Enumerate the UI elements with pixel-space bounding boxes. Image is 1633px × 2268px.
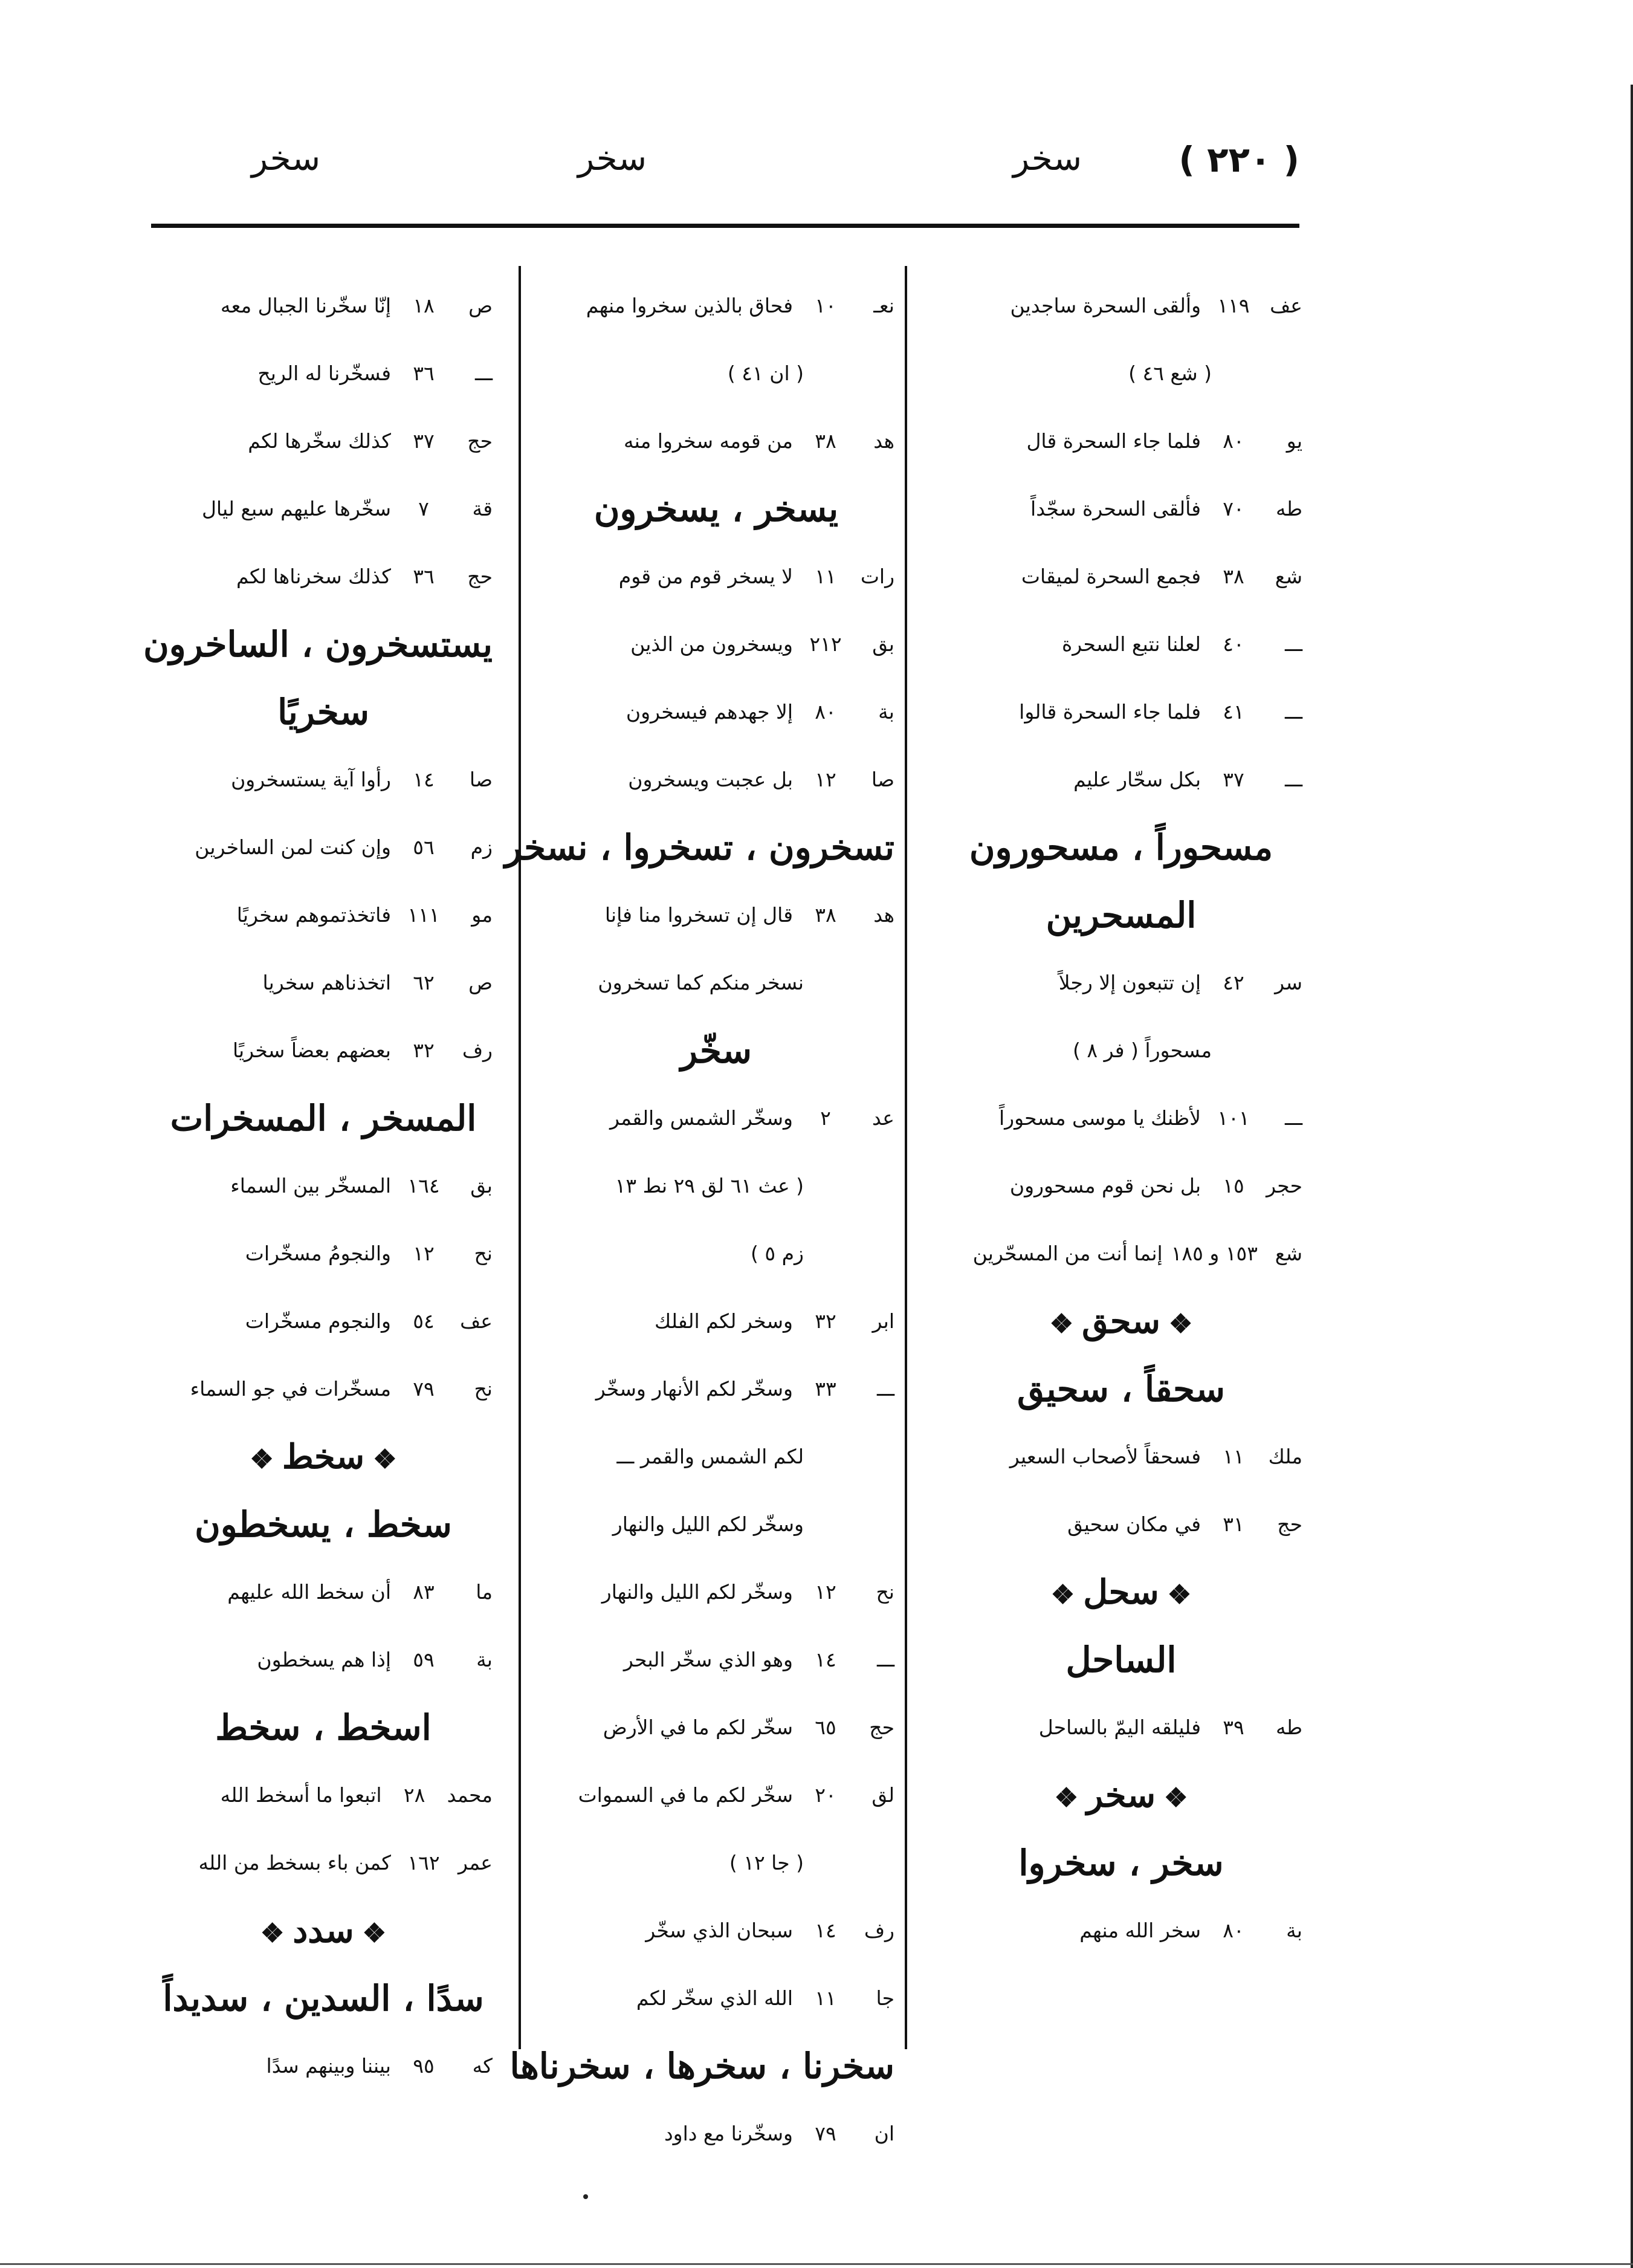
column-2-title: سخر (578, 139, 647, 178)
verse-excerpt: مسخّرات في جو السماء (190, 1377, 391, 1401)
ornament-icon: ❖ (260, 1918, 285, 1949)
verse-excerpt: فلما جاء السحرة قالوا (1019, 700, 1201, 724)
verse-number: ١١٩ (1217, 294, 1250, 317)
verse-excerpt: لعلنا نتبع السحرة (1061, 632, 1201, 656)
ornament-icon: ❖ (1050, 1580, 1075, 1610)
surah-abbrev: ـــ (876, 1648, 894, 1671)
verse-excerpt: إن تتبعون إلا رجلاً (1058, 971, 1201, 994)
index-entry (154, 272, 493, 340)
verse-excerpt: المسخّر بين السماء (230, 1174, 391, 1197)
index-entry (154, 1288, 493, 1355)
surah-abbrev: جا (876, 1986, 894, 2010)
verse-number: ٣٩ (1223, 1716, 1244, 1739)
verse-excerpt: سخر الله منهم (1079, 1919, 1201, 1942)
verse-excerpt: وسخّر لكم الأنهار وسخّر (595, 1377, 793, 1401)
surah-abbrev: ملك (1268, 1445, 1302, 1468)
verse-excerpt: اتخذناهم سخريا (262, 971, 391, 994)
verse-excerpt: كمن باء بسخط من الله (198, 1851, 391, 1874)
surah-abbrev: نح (876, 1580, 894, 1604)
index-entry (940, 611, 1302, 678)
word-form-heading: المسخر ، المسخرات (170, 1098, 477, 1139)
word-form-heading: تسخرون ، تسخروا ، نسخر (505, 827, 894, 868)
index-entry (154, 1626, 493, 1694)
surah-abbrev: رات (860, 565, 894, 588)
index-entry (940, 272, 1302, 340)
word-form-heading: سخّر (680, 1030, 752, 1071)
surah-abbrev: رف (864, 1919, 894, 1942)
surah-abbrev: عد (871, 1106, 894, 1130)
surah-abbrev: مو (471, 903, 493, 927)
surah-abbrev: ص (468, 971, 493, 994)
verse-excerpt: وهو الذي سخّر البحر (623, 1648, 793, 1671)
surah-abbrev: شع (1275, 565, 1302, 588)
verse-number: ٧٩ (413, 1377, 435, 1401)
word-form-heading: اسخط ، سخط (215, 1707, 432, 1748)
surah-abbrev: نح (474, 1242, 493, 1265)
surah-abbrev: حج (467, 565, 493, 588)
ornament-icon: ❖ (1054, 1783, 1079, 1813)
verse-number: ١٢ (413, 1242, 435, 1265)
surah-abbrev: يو (1286, 429, 1302, 453)
verse-number: ٣١ (1223, 1512, 1244, 1536)
word-form-heading: سدًا ، السدين ، سديداً (163, 1978, 484, 2019)
verse-number: ١٥٣ و ١٨٥ (1171, 1242, 1258, 1265)
verse-excerpt: كذلك سخرناها لكم (236, 565, 391, 588)
surah-abbrev: ما (476, 1580, 493, 1604)
surah-abbrev: ـــ (1284, 768, 1302, 791)
surah-abbrev: حج (869, 1716, 894, 1739)
surah-abbrev: زم (470, 835, 493, 859)
index-entry (154, 814, 493, 881)
ornament-icon: ❖ (1163, 1783, 1188, 1813)
verse-number: ٣٦ (413, 361, 435, 385)
verse-number: ٦٢ (413, 971, 435, 994)
surah-abbrev: كه (472, 2054, 493, 2078)
verse-excerpt: وسخر لكم الفلك (655, 1309, 793, 1333)
word-form-heading: المسحرين (1046, 895, 1197, 936)
verse-excerpt: اتبعوا ما أسخط الله (220, 1783, 382, 1807)
surah-abbrev: حجر (1266, 1174, 1302, 1197)
entry-continuation: ( جا ١٢ ) (729, 1851, 804, 1874)
verse-number: ٣٨ (1223, 565, 1244, 588)
surah-abbrev: صا (469, 768, 493, 791)
entry-continuation: ( عث ٦١ لق ٢٩ نط ١٣ (615, 1174, 804, 1197)
surah-abbrev: سر (1275, 971, 1302, 994)
verse-excerpt: فحاق بالذين سخروا منهم (586, 294, 793, 317)
verse-number: ١٢ (815, 768, 836, 791)
verse-excerpt: فلما جاء السحرة قال (1026, 429, 1201, 453)
verse-number: ١٢ (815, 1580, 836, 1604)
index-entry (154, 2032, 493, 2100)
verse-excerpt: إنّا سخّرنا الجبال معه (220, 294, 391, 317)
word-form-heading: سحقاً ، سحيق (1017, 1369, 1226, 1410)
verse-excerpt: فسخّرنا له الريح (257, 361, 391, 385)
index-entry (154, 407, 493, 475)
index-entry (154, 340, 493, 407)
verse-excerpt: سخّر لكم ما في الأرض (603, 1716, 793, 1739)
surah-abbrev: حج (467, 429, 493, 453)
verse-excerpt: وإن كنت لمن الساخرين (195, 835, 391, 859)
surah-abbrev: ـــ (1284, 700, 1302, 724)
verse-excerpt: والنجوم مسخّرات (245, 1309, 391, 1333)
index-entry (538, 678, 894, 746)
word-form-heading: سخرنا ، سخرها ، سخرناها (509, 2046, 894, 2087)
verse-number: ١١ (815, 565, 836, 588)
word-form-heading: يسخر ، يسخرون (593, 488, 839, 530)
index-entry (154, 1220, 493, 1288)
verse-number: ١١ (815, 1986, 836, 2010)
index-entry (154, 475, 493, 543)
word-form-heading: سخط ، يسخطون (195, 1504, 452, 1545)
verse-excerpt: والنجومُ مسخّرات (245, 1242, 391, 1265)
verse-excerpt: إلا جهدهم فيسخرون (626, 700, 793, 724)
stray-dot (583, 2194, 588, 2199)
index-entry (538, 2100, 894, 2168)
root-heading (940, 1288, 1302, 1355)
index-entry (940, 1152, 1302, 1220)
verse-number: ١٠ (815, 294, 836, 317)
ornament-icon: ❖ (1168, 1309, 1193, 1340)
index-entry (538, 746, 894, 814)
surah-abbrev: نعـ (873, 294, 894, 317)
surah-abbrev: بة (1286, 1919, 1302, 1942)
surah-abbrev: بة (878, 700, 894, 724)
index-entry (940, 407, 1302, 475)
entry-continuation: زم ٥ ) (751, 1242, 804, 1265)
index-entry (940, 543, 1302, 611)
surah-abbrev: عف (460, 1309, 493, 1333)
verse-number: ٨٠ (1223, 1919, 1244, 1942)
surah-abbrev: ص (468, 294, 493, 317)
index-entry (940, 1897, 1302, 1965)
verse-excerpt: فاتخذتموهم سخريًا (236, 903, 391, 927)
surah-abbrev: ـــ (474, 361, 493, 385)
column-3-title: سخر (251, 139, 320, 178)
entry-continuation: نسخر منكم كما تسخرون (598, 971, 804, 994)
verse-number: ٣٦ (413, 565, 435, 588)
index-entry (154, 1355, 493, 1423)
surah-abbrev: قة (472, 497, 493, 520)
index-entry (538, 881, 894, 949)
verse-number: ٤٢ (1223, 971, 1244, 994)
surah-abbrev: بق (872, 632, 894, 656)
verse-excerpt: في مكان سحيق (1067, 1512, 1201, 1536)
verse-excerpt: بل نحن قوم مسحورون (1009, 1174, 1201, 1197)
root-heading (154, 1423, 493, 1491)
root-word: سدد (293, 1911, 354, 1951)
verse-excerpt: لأظنك يا موسى مسحوراً (998, 1106, 1201, 1130)
page-number: ( ٢٢٠ ) (1179, 139, 1299, 180)
page-edge-right (1631, 85, 1633, 2268)
root-word: سخط (282, 1437, 365, 1477)
verse-number: ٣٧ (413, 429, 435, 453)
verse-number: ١١١ (407, 903, 440, 927)
column-1-title: سخر (1013, 139, 1082, 178)
verse-number: ١٠١ (1217, 1106, 1250, 1130)
verse-number: ٢٠ (815, 1783, 836, 1807)
verse-number: ٣٧ (1223, 768, 1244, 791)
verse-number: ٣٢ (413, 1038, 435, 1062)
index-entry (940, 1084, 1302, 1152)
surah-abbrev: رف (462, 1038, 493, 1062)
column-right (940, 272, 1302, 1965)
verse-number: ١٤ (815, 1648, 836, 1671)
surah-abbrev: طه (1276, 1716, 1302, 1739)
entry-continuation: لكم الشمس والقمر ـــ (616, 1445, 804, 1468)
index-entry (538, 1626, 894, 1694)
verse-number: ٣٨ (815, 429, 836, 453)
verse-excerpt: فسحقاً لأصحاب السعير (1009, 1445, 1201, 1468)
root-word: سحق (1082, 1301, 1160, 1341)
index-entry (940, 1491, 1302, 1558)
index-entry (538, 407, 894, 475)
verse-excerpt: سبحان الذي سخّر (645, 1919, 793, 1942)
entry-continuation: وسخّر لكم الليل والنهار (612, 1512, 804, 1536)
verse-number: ٧٩ (815, 2122, 836, 2145)
verse-number: ١٨ (413, 294, 435, 317)
column-divider-left (519, 266, 521, 2049)
verse-number: ١٦٢ (407, 1851, 440, 1874)
surah-abbrev: ابر (872, 1309, 894, 1333)
index-entry (154, 1829, 493, 1897)
verse-excerpt: فجمع السحرة لميقات (1021, 565, 1201, 588)
verse-number: ٥٦ (413, 835, 435, 859)
index-entry (940, 1220, 1302, 1288)
index-entry (940, 1423, 1302, 1491)
index-entry (940, 475, 1302, 543)
index-entry (940, 949, 1302, 1017)
index-entry (538, 1288, 894, 1355)
word-form-heading: سخر ، سخروا (1018, 1842, 1224, 1884)
word-form-heading: مسحوراً ، مسحورون (969, 827, 1273, 868)
root-heading (940, 1558, 1302, 1626)
verse-excerpt: إنما أنت من المسحّرين (972, 1242, 1163, 1265)
index-entry (538, 1558, 894, 1626)
surah-abbrev: حج (1277, 1512, 1302, 1536)
surah-abbrev: نح (474, 1377, 493, 1401)
surah-abbrev: شع (1275, 1242, 1302, 1265)
index-entry (538, 272, 894, 340)
surah-abbrev: طه (1276, 497, 1302, 520)
verse-excerpt: وسخّر لكم الليل والنهار (601, 1580, 793, 1604)
verse-excerpt: ويسخرون من الذين (630, 632, 793, 656)
ornament-icon: ❖ (250, 1444, 274, 1475)
verse-number: ٣٣ (815, 1377, 836, 1401)
verse-number: ١٥ (1223, 1174, 1244, 1197)
index-entry (154, 1761, 493, 1829)
surah-abbrev: محمد (447, 1783, 493, 1807)
ornament-icon: ❖ (1167, 1580, 1192, 1610)
index-entry (154, 746, 493, 814)
ornament-icon: ❖ (1049, 1309, 1074, 1340)
verse-excerpt: فألقى السحرة سجّداً (1030, 497, 1201, 520)
index-entry (154, 1558, 493, 1626)
verse-number: ٤٠ (1223, 632, 1244, 656)
root-heading (154, 1897, 493, 1965)
column-middle (505, 272, 894, 2168)
index-entry (154, 1152, 493, 1220)
surah-abbrev: ان (874, 2122, 894, 2145)
index-entry (538, 1965, 894, 2032)
surah-abbrev: هد (873, 429, 894, 453)
verse-number: ٢٨ (403, 1783, 425, 1807)
verse-number: ١٦٤ (407, 1174, 440, 1197)
index-entry (940, 1694, 1302, 1761)
surah-abbrev: عف (1270, 294, 1302, 317)
verse-excerpt: سخّر لكم ما في السموات (578, 1783, 793, 1807)
verse-excerpt: بل عجبت ويسخرون (628, 768, 793, 791)
verse-number: ١٤ (815, 1919, 836, 1942)
entry-continuation: ( شع ٤٦ ) (1128, 361, 1212, 385)
surah-abbrev: ـــ (876, 1377, 894, 1401)
verse-excerpt: كذلك سخّرها لكم (248, 429, 391, 453)
surah-abbrev: ـــ (1284, 632, 1302, 656)
verse-excerpt: وسخّرنا مع داود (664, 2122, 793, 2145)
surah-abbrev: ـــ (1284, 1106, 1302, 1130)
root-word: سخر (1087, 1775, 1156, 1815)
verse-number: ٤١ (1223, 700, 1244, 724)
verse-number: ٢١٢ (809, 632, 842, 656)
index-entry (538, 543, 894, 611)
root-heading (940, 1761, 1302, 1829)
verse-excerpt: بكل سحّار عليم (1073, 768, 1201, 791)
verse-number: ٨٠ (1223, 429, 1244, 453)
verse-excerpt: رأوا آية يستسخرون (231, 768, 391, 791)
verse-number: ٥٤ (413, 1309, 435, 1333)
index-entry (154, 949, 493, 1017)
ornament-icon: ❖ (373, 1444, 397, 1475)
verse-number: ١٤ (413, 768, 435, 791)
index-entry (538, 1084, 894, 1152)
word-form-heading: يستسخرون ، الساخرون (143, 624, 493, 665)
verse-number: ١١ (1223, 1445, 1244, 1468)
verse-excerpt: أن سخط الله عليهم (227, 1580, 391, 1604)
verse-number: ٨٠ (815, 700, 836, 724)
column-divider-right (905, 266, 907, 2049)
entry-continuation: ( ان ٤١ ) (727, 361, 804, 385)
verse-number: ٥٩ (413, 1648, 435, 1671)
verse-number: ٣٨ (815, 903, 836, 927)
verse-number: ٦٥ (815, 1716, 836, 1739)
index-entry (538, 1761, 894, 1829)
verse-excerpt: إذا هم يسخطون (257, 1648, 391, 1671)
surah-abbrev: بة (476, 1648, 493, 1671)
surah-abbrev: صا (871, 768, 894, 791)
index-entry (538, 1694, 894, 1761)
verse-excerpt: بعضهم بعضاً سخريًا (232, 1038, 391, 1062)
surah-abbrev: هد (873, 903, 894, 927)
verse-number: ٨٣ (413, 1580, 435, 1604)
root-word: سحل (1083, 1572, 1159, 1612)
index-entry (154, 881, 493, 949)
verse-number: ٧٠ (1223, 497, 1244, 520)
verse-excerpt: سخّرها عليهم سبع ليال (201, 497, 391, 520)
index-entry (940, 746, 1302, 814)
surah-abbrev: عمر (458, 1851, 493, 1874)
verse-excerpt: الله الذي سخّر لكم (636, 1986, 793, 2010)
index-entry (538, 1897, 894, 1965)
surah-abbrev: بق (470, 1174, 493, 1197)
surah-abbrev: لق (871, 1783, 894, 1807)
verse-excerpt: وسخّر الشمس والقمر (609, 1106, 793, 1130)
verse-excerpt: قال إن تسخروا منا فإنا (604, 903, 793, 927)
verse-excerpt: وألقى السحرة ساجدين (1010, 294, 1201, 317)
page-edge-bottom (0, 2263, 1633, 2265)
verse-number: ٣٢ (815, 1309, 836, 1333)
verse-number: ٢ (820, 1106, 831, 1130)
verse-excerpt: فليلقه اليمّ بالساحل (1038, 1716, 1201, 1739)
index-entry (154, 1017, 493, 1084)
index-entry (940, 678, 1302, 746)
ornament-icon: ❖ (362, 1918, 387, 1949)
verse-excerpt: من قومه سخروا منه (623, 429, 793, 453)
index-entry (538, 1355, 894, 1423)
verse-excerpt: بيننا وبينهم سدًا (266, 2054, 391, 2078)
index-entry (538, 611, 894, 678)
word-form-heading: سخريًا (277, 692, 369, 733)
verse-number: ٧ (418, 497, 429, 520)
page-header (151, 139, 1299, 206)
column-left (143, 272, 493, 2100)
verse-number: ٩٥ (413, 2054, 435, 2078)
verse-excerpt: لا يسخر قوم من قوم (618, 565, 793, 588)
entry-continuation: مسحوراً ( فر ٨ ) (1072, 1038, 1212, 1062)
header-rule (151, 224, 1299, 228)
index-entry (154, 543, 493, 611)
word-form-heading: الساحل (1065, 1639, 1177, 1680)
